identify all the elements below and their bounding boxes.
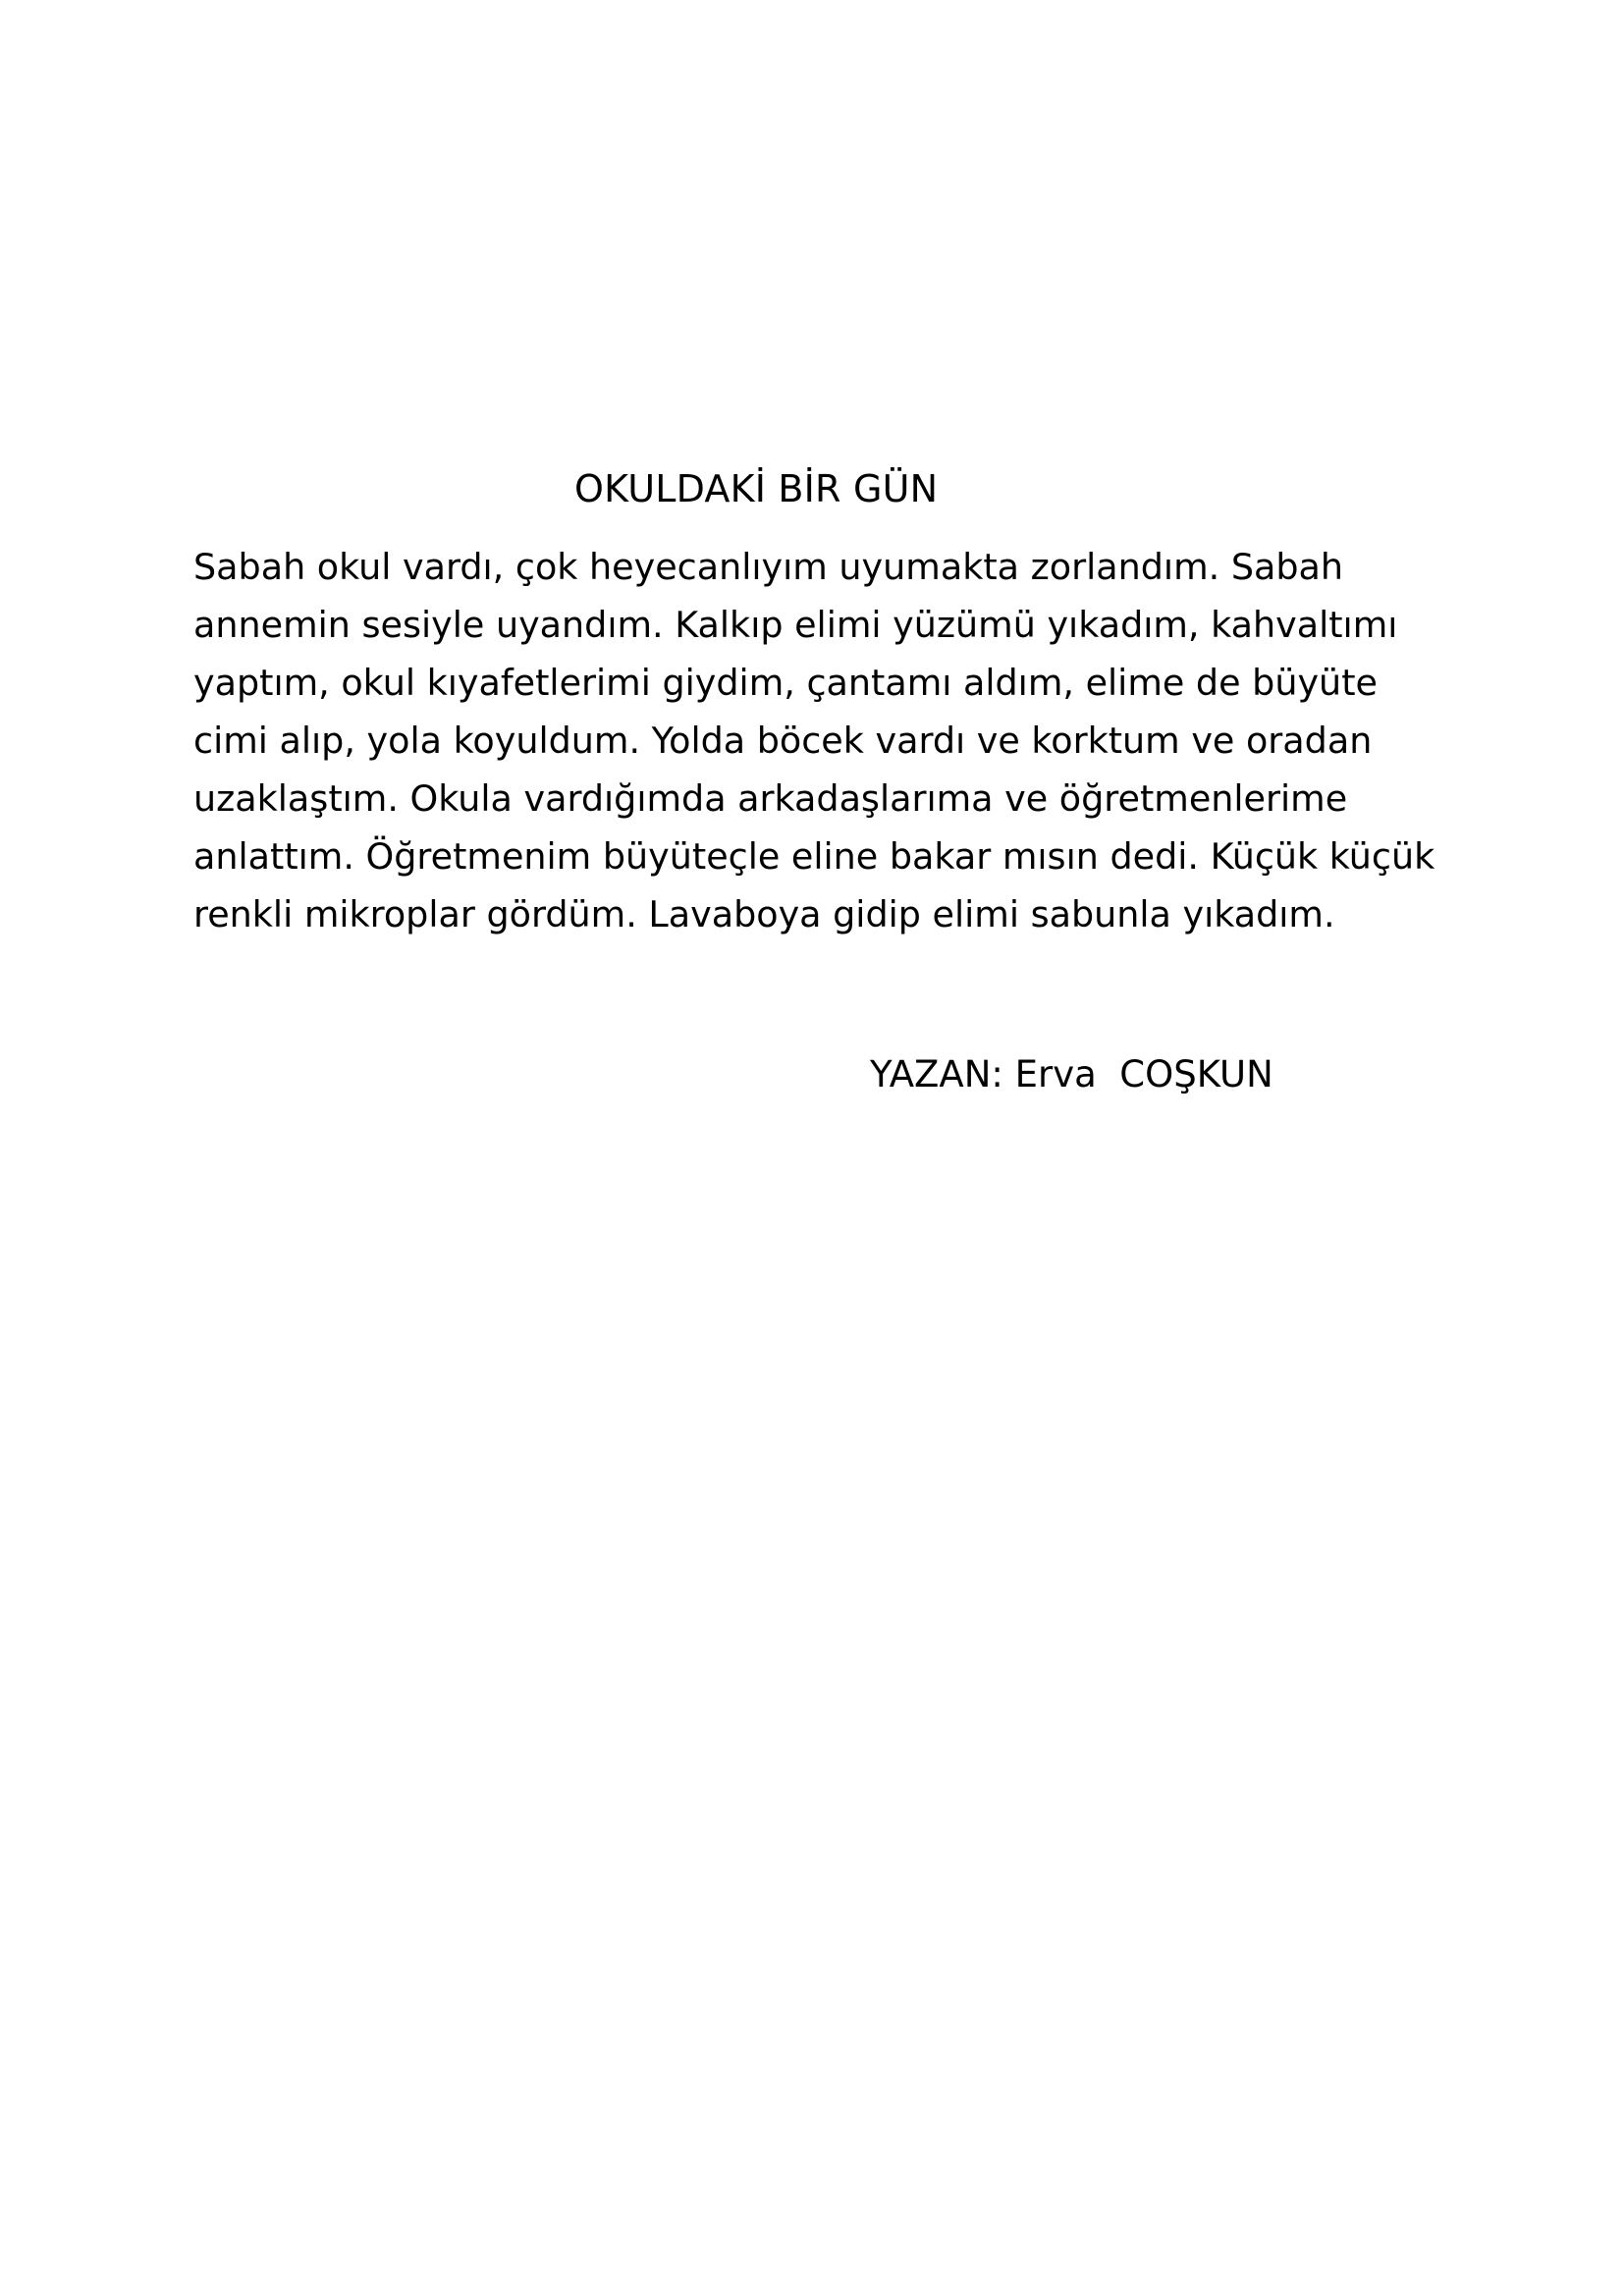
story-line: cimi alıp, yola koyuldum. Yolda böcek vardı ve korktum ve oradan <box>193 720 1373 762</box>
story-line: renkli mikroplar gördüm. Lavaboya gidip elimi sabunla yıkadım. <box>193 893 1335 935</box>
story-body <box>193 538 1499 943</box>
story-line: anlattım. Öğretmenim büyüteçle eline bakar mısın dedi. Küçük küçük <box>193 835 1435 878</box>
story-line: annemin sesiyle uyandım. Kalkıp elimi yüzümü yıkadım, kahvaltımı <box>193 604 1398 646</box>
story-line: uzaklaştım. Okula vardığımda arkadaşlarıma ve öğretmenlerime <box>193 777 1348 820</box>
story-line: Sabah okul vardı, çok heyecanlıyım uyumakta zorlandım. Sabah <box>193 546 1344 588</box>
author-line: YAZAN: Erva COŞKUN <box>870 1053 1273 1095</box>
story-line: yaptım, okul kıyafetlerimi giydim, çantamı aldım, elime de büyüte <box>193 662 1378 704</box>
document-title: OKULDAKİ BİR GÜN <box>574 467 939 510</box>
